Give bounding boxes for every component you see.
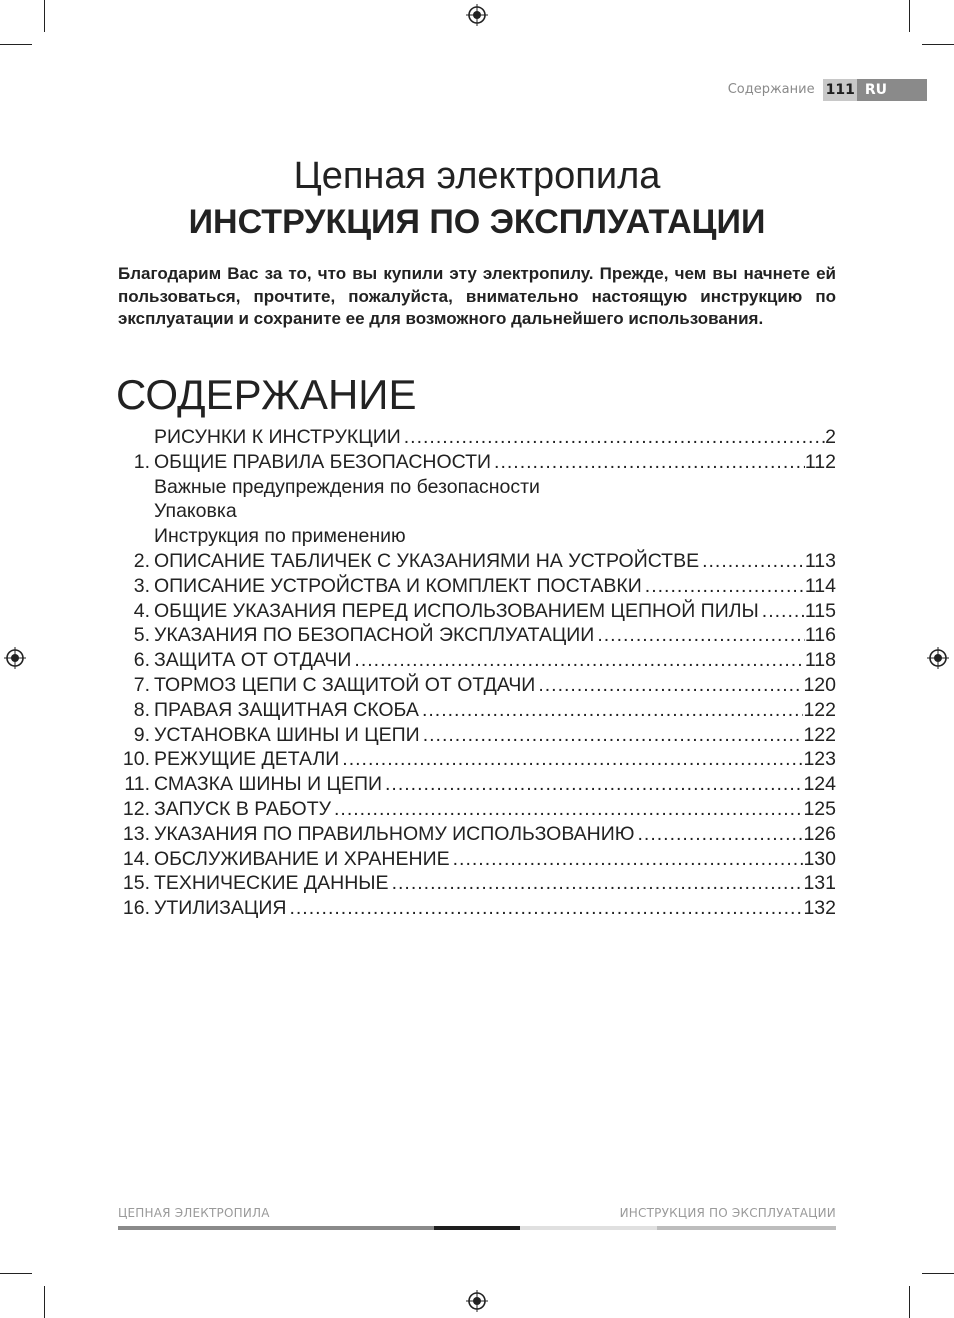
toc-entry-number: 6. — [133, 649, 150, 672]
toc-entry-number: 13. — [122, 822, 150, 845]
toc-dot-leader — [594, 623, 805, 648]
toc-entry — [0, 797, 954, 822]
toc-dot-leader — [419, 698, 804, 723]
toc-entry-label: УКАЗАНИЯ ПО БЕЗОПАСНОЙ ЭКСПЛУАТАЦИИ — [154, 624, 595, 647]
toc-entry-number: 10. — [122, 748, 150, 771]
footer-right-text: ИНСТРУКЦИЯ ПО ЭКСПЛУАТАЦИИ — [619, 1206, 836, 1220]
language-badge: RU — [857, 79, 927, 101]
crosshair-registration-icon — [466, 4, 488, 26]
toc-dot-leader — [286, 896, 803, 921]
toc-entry-label: ЗАЩИТА ОТ ОТДАЧИ — [154, 649, 352, 672]
toc-entry-page: 132 — [803, 897, 836, 920]
toc-entry — [0, 747, 954, 772]
toc-entry-label: ТЕХНИЧЕСКИЕ ДАННЫЕ — [154, 872, 389, 895]
footer-bar — [434, 1226, 520, 1230]
toc-entry — [0, 648, 954, 673]
toc-entry — [0, 822, 954, 847]
toc-entry-page: 122 — [803, 723, 836, 746]
toc-entry — [0, 425, 954, 450]
toc-dot-leader — [642, 574, 805, 599]
toc-entry-number: 1. — [133, 450, 150, 473]
toc-dot-leader — [389, 871, 804, 896]
toc-entry — [0, 847, 954, 872]
toc-entry-number: 12. — [122, 798, 150, 820]
toc-entry-label: Упаковка — [154, 500, 237, 523]
crop-mark — [44, 0, 45, 32]
toc-entry — [0, 896, 954, 921]
toc-entry-label: СМАЗКА ШИНЫ И ЦЕПИ — [154, 773, 383, 796]
page-number: 111 — [823, 79, 857, 101]
toc-entry — [0, 698, 954, 723]
toc-entry-page: 116 — [804, 624, 836, 647]
toc-entry-number: 8. — [133, 698, 150, 721]
toc-entry-page: 113 — [804, 550, 836, 572]
toc-entry — [0, 450, 954, 475]
toc-entry-label: Важные предупреждения по безопасности — [154, 475, 540, 498]
toc-dot-leader — [699, 549, 805, 574]
toc-dot-leader — [339, 747, 803, 772]
toc-entry-label: РЕЖУЩИЕ ДЕТАЛИ — [154, 748, 340, 771]
toc-entry-page: 122 — [803, 698, 836, 721]
crop-mark — [0, 44, 32, 45]
toc-entry-page: 123 — [803, 748, 836, 771]
toc-entry-number: 16. — [122, 897, 150, 920]
toc-entry-page: 130 — [803, 847, 836, 870]
toc-entry-page: 131 — [803, 872, 836, 895]
toc-entry-page: 2 — [825, 426, 836, 448]
toc-dot-leader — [420, 723, 804, 748]
toc-entry-page: 118 — [804, 649, 836, 672]
footer-left-text: ЦЕПНАЯ ЭЛЕКТРОПИЛА — [118, 1206, 270, 1220]
toc-entry — [0, 475, 954, 500]
toc-entry — [0, 499, 954, 524]
toc-entry-label: УСТАНОВКА ШИНЫ И ЦЕПИ — [154, 723, 420, 746]
toc-entry-number: 5. — [133, 624, 150, 647]
toc-dot-leader — [382, 772, 803, 797]
toc-dot-leader — [634, 822, 803, 847]
toc-entry-label: ПРАВАЯ ЗАЩИТНАЯ СКОБА — [154, 698, 419, 721]
toc-entry-page: 120 — [803, 674, 836, 696]
crosshair-registration-icon — [466, 1290, 488, 1312]
toc-entry-number: 14. — [122, 847, 150, 870]
toc-entry-page: 115 — [804, 599, 836, 622]
toc-dot-leader — [450, 847, 804, 872]
toc-entry-page: 124 — [803, 773, 836, 796]
footer-bar — [118, 1226, 434, 1230]
toc-entry-page: 114 — [804, 574, 836, 597]
crop-mark — [44, 1286, 45, 1318]
crop-mark — [909, 0, 910, 32]
crop-mark — [909, 1286, 910, 1318]
document-subtitle: ИНСТРУКЦИЯ ПО ЭКСПЛУАТАЦИИ — [188, 203, 766, 241]
toc-entry-label: ТОРМОЗ ЦЕПИ С ЗАЩИТОЙ ОТ ОТДАЧИ — [154, 674, 536, 696]
toc-dot-leader — [351, 648, 805, 673]
toc-entry-label: УТИЛИЗАЦИЯ — [154, 897, 287, 920]
toc-entry — [0, 524, 954, 549]
header-section-title: Содержание — [727, 82, 815, 97]
toc-entry — [0, 673, 954, 698]
toc-entry-number: 2. — [133, 550, 150, 572]
toc-entry-number: 7. — [133, 674, 150, 696]
toc-entry — [0, 549, 954, 574]
toc-entry-label: ОПИСАНИЕ ТАБЛИЧЕК С УКАЗАНИЯМИ НА УСТРОЙСТВЕ — [154, 550, 700, 572]
toc-entry-label: Инструкция по применению — [154, 525, 406, 548]
page-header — [728, 79, 927, 101]
toc-entry — [0, 574, 954, 599]
toc-entry — [0, 871, 954, 896]
toc-entry-page: 126 — [803, 822, 836, 845]
footer-bar — [520, 1226, 657, 1230]
toc-entry-page: 112 — [804, 450, 836, 473]
toc-entry-label: ЗАПУСК В РАБОТУ — [154, 798, 332, 820]
footer-bar — [657, 1226, 836, 1230]
crop-mark — [922, 1273, 954, 1274]
intro-paragraph: Благодарим Вас за то, что вы купили эту электропилу. Прежде, чем вы начнете ей пользоваться, прочтите, пожалуйста, внимательно настоящую инструкцию по эксплуатации и сохраните ее для возможного дальнейшего использования. — [118, 264, 836, 328]
toc-heading: СОДЕРЖАНИЕ — [116, 371, 417, 418]
crop-mark — [922, 44, 954, 45]
toc-entry — [0, 772, 954, 797]
toc-entry — [0, 723, 954, 748]
document-title: Цепная электропила — [293, 155, 661, 197]
toc-entry — [0, 599, 954, 624]
toc-entry-label: ОПИСАНИЕ УСТРОЙСТВА И КОМПЛЕКТ ПОСТАВКИ — [154, 574, 642, 597]
toc-entry-label: ОБЩИЕ УКАЗАНИЯ ПЕРЕД ИСПОЛЬЗОВАНИЕМ ЦЕПНОЙ ПИЛЫ — [154, 599, 759, 622]
toc-entry-number: 9. — [133, 723, 150, 746]
toc-entry-label: ОБЩИЕ ПРАВИЛА БЕЗОПАСНОСТИ — [154, 450, 492, 473]
toc-entry-label: РИСУНКИ К ИНСТРУКЦИИ — [154, 426, 401, 448]
toc-dot-leader — [491, 450, 805, 475]
toc-dot-leader — [535, 673, 803, 698]
toc-entry-label: УКАЗАНИЯ ПО ПРАВИЛЬНОМУ ИСПОЛЬЗОВАНИЮ — [154, 822, 635, 845]
toc-dot-leader — [759, 599, 805, 624]
toc-dot-leader — [401, 425, 825, 450]
toc-entry-number: 15. — [122, 872, 150, 895]
toc-entry-number: 11. — [124, 773, 150, 796]
toc-entry-number: 3. — [133, 574, 150, 597]
toc-dot-leader — [331, 797, 803, 822]
toc-entry-number: 4. — [133, 599, 150, 622]
crop-mark — [0, 1273, 32, 1274]
toc-entry-page: 125 — [803, 798, 836, 820]
toc-entry-label: ОБСЛУЖИВАНИЕ И ХРАНЕНИЕ — [154, 847, 450, 870]
toc-entry — [0, 623, 954, 648]
